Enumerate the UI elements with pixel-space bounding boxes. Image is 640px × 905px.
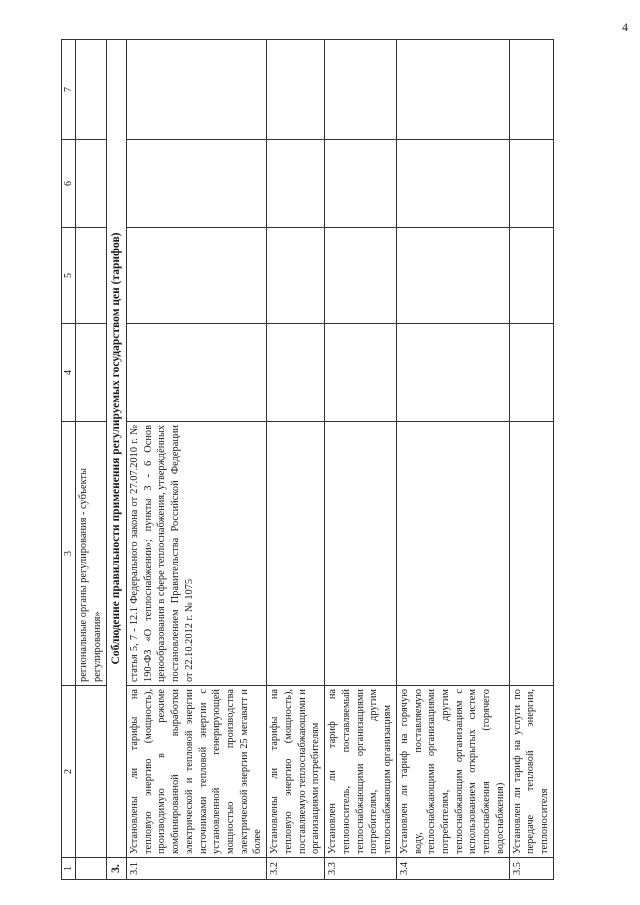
checklist-table — [61, 39, 554, 880]
row-basis — [509, 422, 553, 686]
row-basis: статья 5, 7 - 12.1 Федерального закона от 27.07.2010 г. № 190-ФЗ «О теплоснабжении»; пункты 3 - 6 Основ ценообразования в сфере теплоснабжения, утверждённых постановлением Правительства Российской Федерации от 22.10.2012 г. № 1075 — [126, 422, 266, 686]
row-number: 3.1 — [126, 858, 266, 880]
column-header: 3 — [62, 422, 76, 686]
table-row — [267, 40, 325, 880]
column-header: 4 — [62, 324, 76, 422]
rotated-page — [61, 40, 621, 880]
column-header: 2 — [62, 686, 76, 858]
row-question: Установлен ли тариф на горячую воду, поставляемую теплоснабжающими организациями потребителям, другим теплоснабжающим организациям с использованием открытых систем теплоснабжения (горячего водоснабжения) — [396, 686, 509, 858]
row-question: Установлены ли тарифы на тепловую энергию (мощность), производимую в режиме комбинированной выработки электрической и тепловой энергии источниками тепловой энергии с установленной генерирующей мощностью производства электрической энергии 25 мегаватт и более — [126, 686, 266, 858]
row-number: 3.4 — [396, 858, 509, 880]
table-row — [509, 40, 553, 880]
table-row-carry-over — [76, 40, 106, 880]
table-row — [325, 40, 397, 880]
table-row — [126, 40, 266, 880]
column-header: 6 — [62, 140, 76, 228]
carry-over-text: региональные органы регулирования - субъекты регулирования» — [76, 422, 106, 686]
column-header: 7 — [62, 40, 76, 140]
section-row — [106, 40, 126, 880]
column-number-row — [62, 40, 76, 880]
row-number: 3.5 — [509, 858, 553, 880]
row-basis — [267, 422, 325, 686]
section-title: Соблюдение правильности применения регулируемых государством цен (тарифов) — [106, 40, 126, 858]
column-header: 5 — [62, 228, 76, 324]
row-question: Установлен ли тариф на услуги по передаче тепловой энергии, теплоносителя — [509, 686, 553, 858]
row-question: Установлен ли тариф на теплоноситель, поставляемый теплоснабжающими организациями потребителям, другим теплоснабжающим организациям — [325, 686, 397, 858]
row-number: 3.2 — [267, 858, 325, 880]
row-basis — [325, 422, 397, 686]
row-basis — [396, 422, 509, 686]
table-row — [396, 40, 509, 880]
page-number: 4 — [622, 20, 628, 34]
row-number: 3.3 — [325, 858, 397, 880]
column-header: 1 — [62, 858, 76, 880]
section-number: 3. — [106, 858, 126, 880]
row-question: Установлены ли тарифы на тепловую энергию (мощность), поставляемую теплоснабжающими и организациями потребителям — [267, 686, 325, 858]
